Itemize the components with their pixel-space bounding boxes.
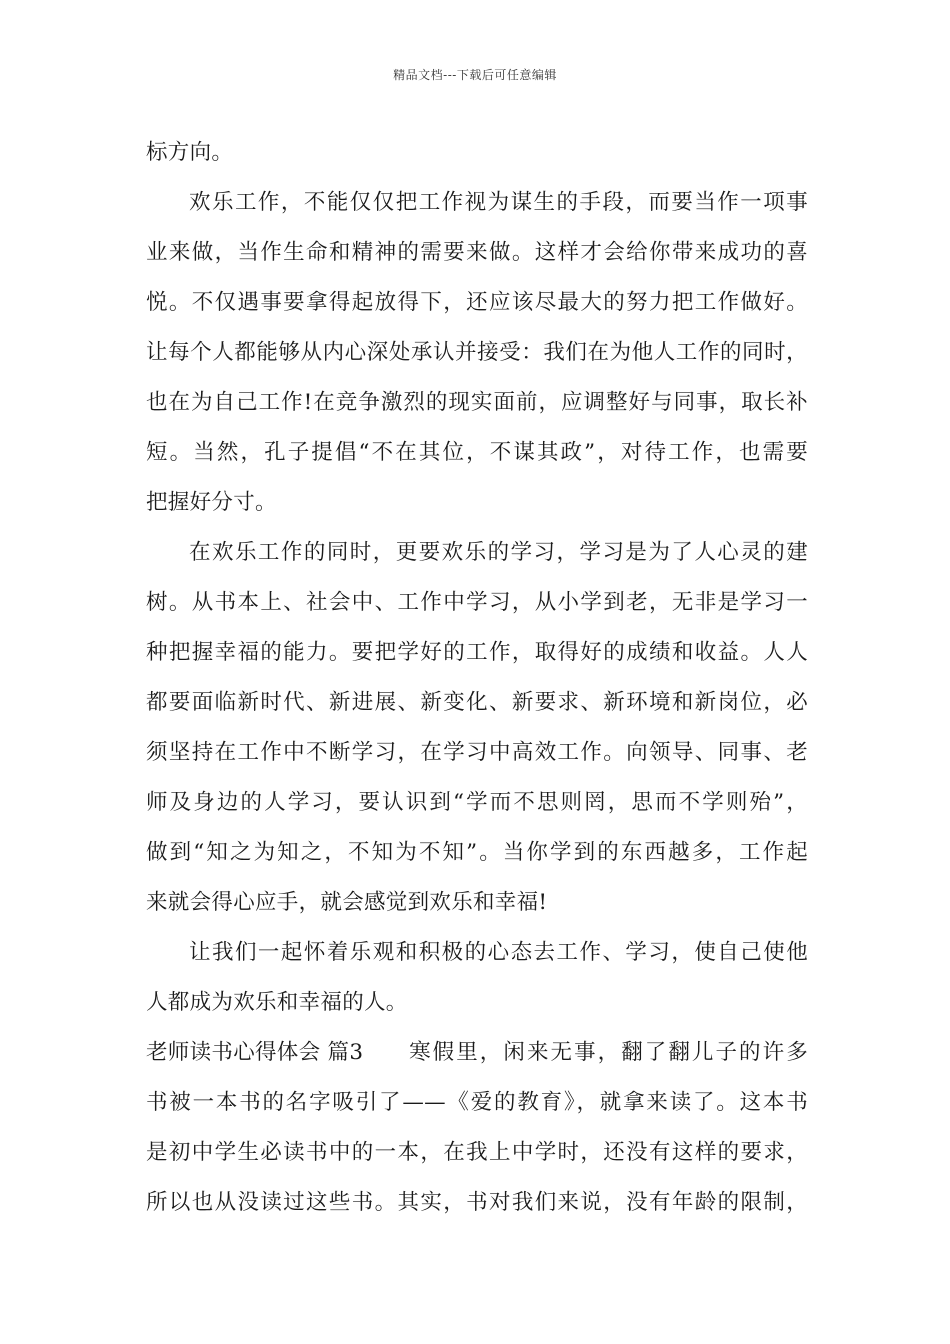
page-header: 精品文档---下载后可任意编辑 bbox=[393, 68, 557, 82]
text-line: 种把握幸福的能力。要把学好的工作，取得好的成绩和收益。人人 bbox=[146, 640, 808, 665]
text-line: 业来做，当作生命和精神的需要来做。这样才会给你带来成功的喜 bbox=[146, 240, 808, 265]
text-line: 是初中学生必读书中的一本，在我上中学时，还没有这样的要求， bbox=[146, 1140, 808, 1165]
section-first-line: 寒假里，闲来无事，翻了翻儿子的许多 bbox=[407, 1040, 808, 1065]
text-line: 悦。不仅遇事要拿得起放得下，还应该尽最大的努力把工作做好。 bbox=[146, 290, 808, 315]
text-line: 人都成为欢乐和幸福的人。 bbox=[146, 990, 408, 1015]
text-line: 欢乐工作，不能仅仅把工作视为谋生的手段，而要当作一项事 bbox=[189, 190, 808, 215]
text-line: 让每个人都能够从内心深处承认并接受：我们在为他人工作的同时， bbox=[146, 340, 808, 365]
text-line: 都要面临新时代、新进展、新变化、新要求、新环境和新岗位，必 bbox=[146, 690, 808, 715]
text-line: 在欢乐工作的同时，更要欢乐的学习，学习是为了人心灵的建 bbox=[189, 540, 808, 565]
text-line: 短。当然，孔子提倡“不在其位，不谋其政”，对待工作，也需要 bbox=[146, 440, 808, 465]
text-line: 标方向。 bbox=[146, 140, 234, 165]
text-line: 师及身边的人学习，要认识到“学而不思则罔，思而不学则殆”， bbox=[146, 790, 808, 815]
text-line: 所以也从没读过这些书。其实，书对我们来说，没有年龄的限制， bbox=[146, 1190, 808, 1215]
text-line: 来就会得心应手，就会感觉到欢乐和幸福! bbox=[146, 890, 548, 915]
text-line: 须坚持在工作中不断学习，在学习中高效工作。向领导、同事、老 bbox=[146, 740, 808, 765]
text-line: 树。从书本上、社会中、工作中学习，从小学到老，无非是学习一 bbox=[146, 590, 808, 615]
text-line: 把握好分寸。 bbox=[146, 490, 277, 515]
section-heading-line bbox=[146, 1028, 808, 1078]
text-line: 让我们一起怀着乐观和积极的心态去工作、学习，使自己使他 bbox=[189, 940, 808, 965]
body-text bbox=[146, 128, 808, 1228]
text-line: 也在为自己工作!在竞争激烈的现实面前，应调整好与同事，取长补 bbox=[146, 390, 808, 415]
text-line: 书被一本书的名字吸引了——《爱的教育》，就拿来读了。这本书 bbox=[146, 1090, 808, 1115]
text-line: 做到“知之为知之，不知为不知”。当你学到的东西越多，工作起 bbox=[146, 840, 808, 865]
section-heading: 老师读书心得体会 篇3 bbox=[146, 1040, 364, 1065]
